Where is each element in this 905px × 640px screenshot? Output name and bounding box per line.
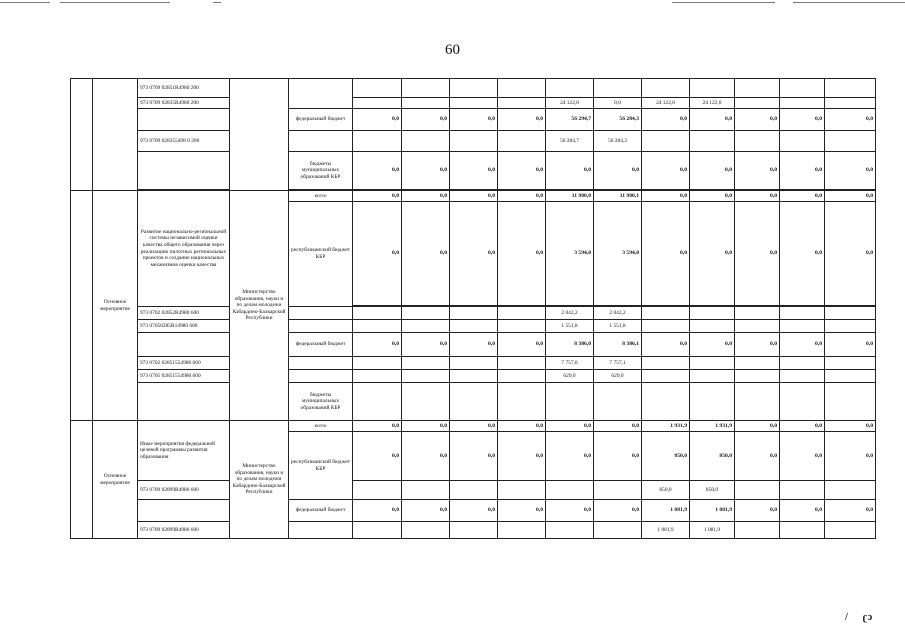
- value-cell: 0,0: [690, 191, 735, 202]
- value-cell: 0,0: [450, 191, 498, 202]
- spacer-cell: [71, 191, 93, 421]
- value-cell: 0,0: [353, 202, 402, 306]
- value-cell: 0,0: [825, 202, 876, 306]
- value-cell: 0,0: [402, 333, 450, 357]
- source-label: федеральный бюджет: [289, 333, 353, 357]
- value-cell: 0,0: [825, 500, 876, 522]
- value-cell: 0,0: [825, 191, 876, 202]
- value-cell: 1 081,9: [642, 522, 690, 539]
- value-cell: 0,0: [642, 333, 690, 357]
- measure-type: Основное мероприятие: [93, 421, 138, 539]
- source-label: бюджеты муниципальных образований КБР: [289, 383, 353, 421]
- value-cell: 0,0: [353, 500, 402, 522]
- value-cell: 0,0: [450, 421, 498, 432]
- value-cell: 7 757,0: [546, 357, 594, 370]
- value-cell: 8 386,0: [546, 333, 594, 357]
- value-cell: 0,0: [642, 152, 690, 190]
- budget-code: 973 07050285R14980 600: [138, 320, 230, 333]
- value-cell: 56 294,7: [546, 109, 594, 131]
- value-cell: 0,0: [825, 152, 876, 190]
- value-cell: 0,0: [353, 432, 402, 481]
- value-cell: 0,0: [498, 191, 546, 202]
- table-row: [71, 152, 876, 190]
- value-cell: 0,0: [450, 109, 498, 131]
- budget-code: 973 0709 02851R4980 200: [138, 79, 230, 98]
- value-cell: 0,0: [450, 152, 498, 190]
- budget-code: 973 0702 02852R4980 600: [138, 307, 230, 320]
- value-cell: 0,0: [353, 421, 402, 432]
- value-cell: 56 284,3: [594, 109, 642, 131]
- header-rule-left: [0, 2, 50, 3]
- source-label: всего: [289, 191, 353, 202]
- value-cell: 0,0: [690, 152, 735, 190]
- value-cell: 850,0: [642, 481, 690, 500]
- corner-mark-glyph: ʗɔ: [862, 612, 873, 623]
- value-cell: 0,0: [594, 432, 642, 481]
- value-cell: 0,0: [594, 500, 642, 522]
- value-cell: 0,0: [546, 500, 594, 522]
- value-cell: 0,0: [735, 432, 780, 481]
- value-cell: 56 284,7: [546, 131, 594, 152]
- value-cell: 0,0: [546, 432, 594, 481]
- value-cell: 56 284,3: [594, 131, 642, 152]
- table-row: [71, 370, 876, 383]
- budget-code: 973 0709 028355498 0 200: [138, 131, 230, 152]
- budget-code: 973 0709 02899R4980 600: [138, 522, 230, 539]
- table-row: [71, 79, 876, 98]
- value-cell: 24 122,0: [642, 98, 690, 109]
- budget-code: 973 0709 02835R4980 200: [138, 98, 230, 109]
- value-cell: 0,0: [735, 202, 780, 306]
- value-cell: 0,0: [402, 432, 450, 481]
- executor: Министерство образования, науки и по делам молодежи Кабардино-Балкарской Республики: [230, 421, 289, 539]
- budget-code: 973 0705 02851554980 600: [138, 370, 230, 383]
- value-cell: 0,0: [735, 109, 780, 131]
- value-cell: 0,0: [825, 432, 876, 481]
- value-cell: 11 980,0: [546, 191, 594, 202]
- value-cell: 0,0: [780, 432, 825, 481]
- value-cell: 0,0: [353, 333, 402, 357]
- value-cell: 0,0: [498, 421, 546, 432]
- value-cell: 0,0: [498, 152, 546, 190]
- corner-mark-slash: /: [845, 612, 848, 623]
- value-cell: 1 081,9: [690, 522, 735, 539]
- value-cell: 2 042,2: [546, 307, 594, 320]
- value-cell: 629,0: [594, 370, 642, 383]
- value-cell: 0,0: [402, 500, 450, 522]
- value-cell: 11 980,1: [594, 191, 642, 202]
- value-cell: 0,0: [780, 421, 825, 432]
- value-cell: 1 551,8: [594, 320, 642, 333]
- value-cell: 0,0: [450, 432, 498, 481]
- value-cell: 0,0: [780, 109, 825, 131]
- header-rule-mark: [213, 2, 221, 3]
- value-cell: 629,0: [546, 370, 594, 383]
- value-cell: 0,0: [402, 152, 450, 190]
- budget-code: 973 0702 02851554980 600: [138, 357, 230, 370]
- value-cell: 0,0: [402, 191, 450, 202]
- value-cell: 0,0: [825, 421, 876, 432]
- type-cell-empty: [71, 79, 93, 191]
- value-cell: 0,0: [498, 333, 546, 357]
- value-cell: 0,0: [546, 421, 594, 432]
- value-cell: 0,0: [780, 191, 825, 202]
- value-cell: 8 386,1: [594, 333, 642, 357]
- value-cell: 0,0: [450, 333, 498, 357]
- value-cell: 0,0: [498, 109, 546, 131]
- value-cell: 0,0: [690, 333, 735, 357]
- executor-cell-empty: [230, 79, 289, 191]
- value-cell: 0,0: [780, 152, 825, 190]
- source-label: всего: [289, 421, 353, 432]
- table-row: [71, 383, 876, 421]
- value-cell: 0,0: [642, 202, 690, 306]
- budget-table: [70, 78, 876, 539]
- executor: Министерство образования, науки и по делам молодежи Кабардино-Балкарской Республики: [230, 191, 289, 421]
- value-cell: 0,0: [642, 109, 690, 131]
- table-row: [71, 333, 876, 357]
- value-cell: 0,0: [735, 191, 780, 202]
- source-label: республиканский бюджет КБР: [289, 432, 353, 500]
- value-cell: 0,0: [780, 202, 825, 306]
- value-cell: 0,0: [825, 109, 876, 131]
- value-cell: 0,0: [594, 421, 642, 432]
- value-cell: 850,0: [690, 432, 735, 481]
- value-cell: 0,0: [498, 202, 546, 306]
- source-label: федеральный бюджет: [289, 500, 353, 522]
- value-cell: 0,0: [780, 500, 825, 522]
- measure-description: Развитие национально-региональной системы независимой оценки качества общего образования через реализацию пилотных региональных проектов и создание национальных механизмов оценки качества: [138, 191, 230, 307]
- value-cell: 0,0: [353, 109, 402, 131]
- value-cell: 1 081,9: [642, 500, 690, 522]
- value-cell: 1 081,9: [690, 500, 735, 522]
- value-cell: 0,0: [735, 152, 780, 190]
- table-row: [71, 109, 876, 131]
- value-cell: 0,0: [402, 109, 450, 131]
- source-label: бюджеты муниципальных образований КБР: [289, 152, 353, 190]
- table-row: [71, 320, 876, 333]
- value-cell: 0,0: [594, 152, 642, 190]
- budget-code: 973 0709 02899R4980 600: [138, 481, 230, 500]
- table-row: [71, 481, 876, 500]
- measure-description: Иные мероприятия федеральной целевой программы развития образования: [138, 421, 230, 481]
- header-rule-mid: [60, 2, 170, 3]
- corner-marks: [845, 612, 872, 623]
- value-cell: 0,0: [594, 98, 642, 109]
- value-cell: 850,0: [642, 432, 690, 481]
- value-cell: 2 042,2: [594, 307, 642, 320]
- source-label: федеральный бюджет: [289, 109, 353, 131]
- table-row: [71, 98, 876, 109]
- table-row: [71, 131, 876, 152]
- value-cell: 24 122,0: [690, 98, 735, 109]
- value-cell: 0,0: [353, 152, 402, 190]
- table-row: [71, 307, 876, 320]
- value-cell: 0,0: [353, 191, 402, 202]
- header-rule-right2: [793, 2, 905, 3]
- value-cell: 0,0: [498, 432, 546, 481]
- value-cell: 24 122,0: [546, 98, 594, 109]
- value-cell: 3 594,0: [594, 202, 642, 306]
- value-cell: 0,0: [642, 191, 690, 202]
- page-number: 60: [445, 42, 460, 58]
- value-cell: 7 757,1: [594, 357, 642, 370]
- value-cell: 0,0: [690, 109, 735, 131]
- value-cell: 850,0: [690, 481, 735, 500]
- value-cell: 0,0: [546, 152, 594, 190]
- table-row: [71, 522, 876, 539]
- source-label: республиканский бюджет КБР: [289, 202, 353, 307]
- value-cell: 0,0: [690, 202, 735, 306]
- value-cell: 0,0: [735, 333, 780, 357]
- value-cell: 1 931,9: [642, 421, 690, 432]
- spacer-cell: [71, 421, 93, 539]
- value-cell: 0,0: [735, 421, 780, 432]
- table-row: [71, 191, 876, 202]
- value-cell: 3 594,0: [546, 202, 594, 306]
- header-rule-right: [672, 2, 775, 3]
- value-cell: 0,0: [498, 500, 546, 522]
- value-cell: 1 931,9: [690, 421, 735, 432]
- value-cell: 0,0: [450, 202, 498, 306]
- table-row: [71, 357, 876, 370]
- table-row: [71, 421, 876, 432]
- value-cell: 0,0: [402, 421, 450, 432]
- value-cell: 0,0: [402, 202, 450, 306]
- name-cell-empty: [93, 79, 138, 191]
- value-cell: 0,0: [735, 500, 780, 522]
- measure-type: Основное мероприятие: [93, 191, 138, 421]
- value-cell: 1 551,8: [546, 320, 594, 333]
- value-cell: 0,0: [825, 333, 876, 357]
- table-row: [71, 500, 876, 522]
- value-cell: 0,0: [450, 500, 498, 522]
- value-cell: 0,0: [780, 333, 825, 357]
